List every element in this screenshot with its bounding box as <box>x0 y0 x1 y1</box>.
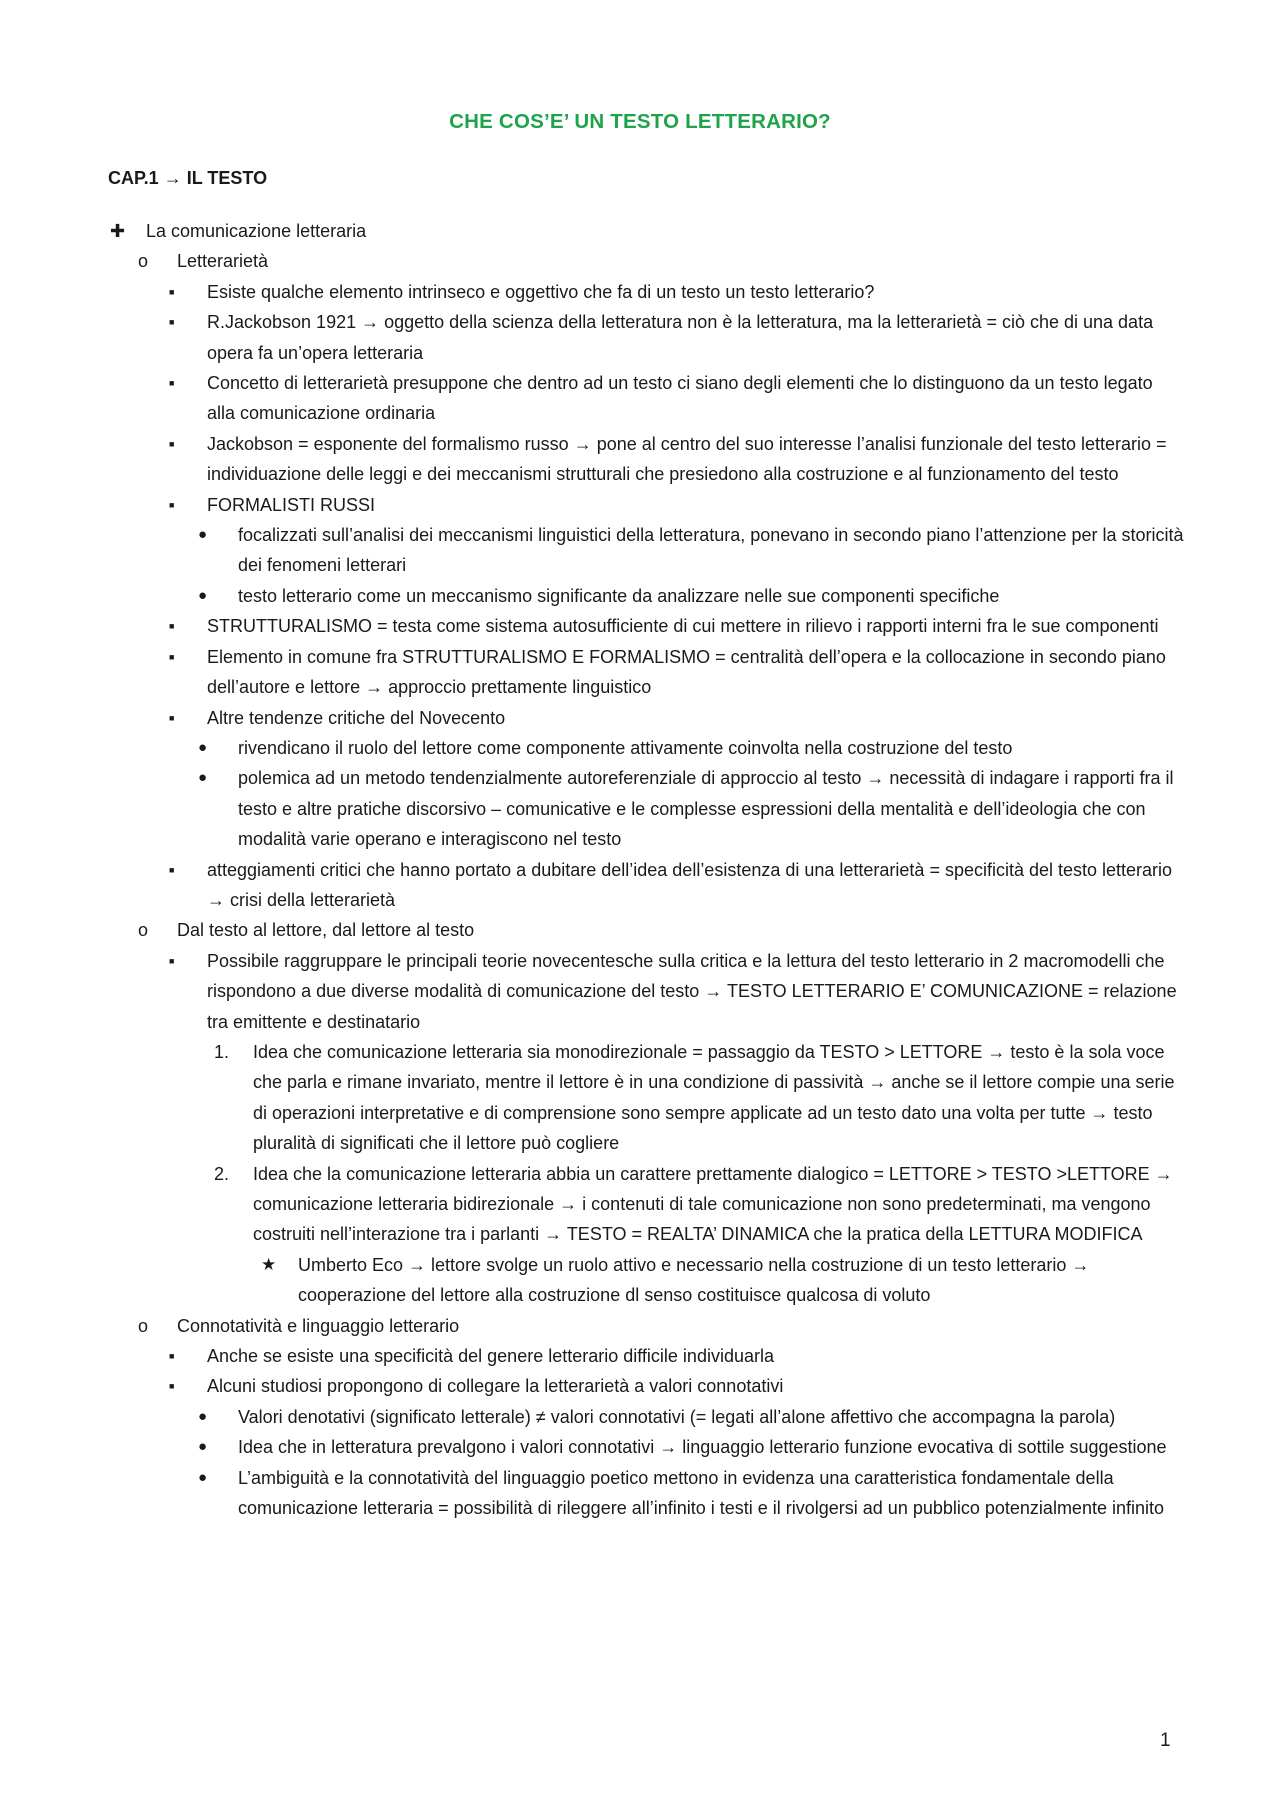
bullet-icon: ● <box>198 1438 208 1456</box>
bullet-icon: o <box>138 251 149 272</box>
list-item <box>0 1371 1280 1401</box>
list-item <box>0 246 1280 276</box>
list-item-text: Possibile raggruppare le principali teorie novecentesche sulla critica e la lettura del testo letterario in 2 macromodelli che rispondono a due diverse modalità di comunicazione del testo → TESTO LETTERARIO E’ COMUNICAZIONE = relazione tra emittente e destinatario <box>207 950 1177 1032</box>
list-item-text: Esiste qualche elemento intrinseco e oggettivo che fa di un testo un testo letterario? <box>207 281 875 302</box>
list-number: 1. <box>214 1041 230 1062</box>
list-item-text: Idea che la comunicazione letteraria abbia un carattere prettamente dialogico = LETTORE > TESTO >LETTORE → comunicazione letteraria bidirezionale → i contenuti di tale comunicazione non sono predeterminati, ma vengono costruiti nell’interazione tra i parlanti → TESTO = REALTA’ DINAMICA che la pratica della LETTURA MODIFICA <box>253 1163 1173 1245</box>
bullet-icon: ■ <box>169 955 175 966</box>
list-item <box>0 1250 1280 1311</box>
list-item <box>0 763 1280 854</box>
bullet-icon: ■ <box>169 286 175 297</box>
bullet-icon: ■ <box>169 712 175 723</box>
bullet-icon: ■ <box>169 499 175 510</box>
list-item-text: Jackobson = esponente del formalismo russo → pone al centro del suo interesse l’analisi funzionale del testo letterario = individuazione delle leggi e dei meccanismi strutturali che presiedono alla costruzione e al funzionamento del testo <box>207 433 1167 485</box>
list-item <box>0 915 1280 945</box>
list-item-text: atteggiamenti critici che hanno portato a dubitare dell’idea dell’esistenza di una letterarietà = specificità del testo letterario → crisi della letterarietà <box>207 859 1173 910</box>
bullet-icon: ■ <box>169 378 175 389</box>
list-item <box>0 277 1280 307</box>
bullet-icon: o <box>138 1315 149 1336</box>
list-item <box>0 1037 1280 1159</box>
bullet-icon: ● <box>198 586 208 604</box>
bullet-icon: ● <box>198 738 208 756</box>
list-item-text: testo letterario come un meccanismo significante da analizzare nelle sue componenti specifiche <box>238 585 1000 606</box>
list-item <box>0 733 1280 763</box>
list-item <box>0 1463 1280 1524</box>
list-item-text: Anche se esiste una specificità del genere letterario difficile individuarla <box>207 1346 774 1367</box>
list-number: 2. <box>214 1163 230 1184</box>
list-item-text: Connotatività e linguaggio letterario <box>177 1315 460 1336</box>
list-item-text: La comunicazione letteraria <box>146 221 367 241</box>
list-item <box>0 946 1280 1037</box>
list-item-text: polemica ad un metodo tendenzialmente autoreferenziale di approccio al testo → necessità di indagare i rapporti fra il testo e altre pratiche discorsivo – comunicative e le complesse espressioni della mentalità e dell’ideologia che con modalità varie operano e interagiscono nel testo <box>238 768 1174 850</box>
chapter-label: CAP.1 <box>108 168 159 188</box>
list-item <box>0 429 1280 490</box>
list-item-text: Valori denotativi (significato letterale) ≠ valori connotativi (= legati all’alone affettivo che accompagna la parola) <box>238 1406 1116 1427</box>
bullet-icon: ● <box>198 526 208 544</box>
list-item <box>0 703 1280 733</box>
arrow-icon: → <box>163 168 182 188</box>
list-item-text: Idea che in letteratura prevalgono i valori connotativi → linguaggio letterario funzione evocativa di sottile suggestione <box>238 1437 1167 1458</box>
outline-list <box>0 216 1280 1523</box>
list-item-text: Dal testo al lettore, dal lettore al testo <box>177 920 475 941</box>
list-item <box>0 1432 1280 1462</box>
document-title: CHE COS’E’ UN TESTO LETTERARIO? <box>449 110 831 133</box>
list-item-text: Altre tendenze critiche del Novecento <box>207 707 506 728</box>
list-item <box>0 1402 1280 1432</box>
list-item <box>0 216 1280 246</box>
bullet-icon: ■ <box>169 1351 175 1362</box>
bullet-icon: ■ <box>169 621 175 632</box>
list-item-text: rivendicano il ruolo del lettore come componente attivamente coinvolta nella costruzione del testo <box>238 737 1013 758</box>
list-item <box>0 307 1280 368</box>
list-item-text: Letterarietà <box>177 251 269 272</box>
list-item <box>0 642 1280 703</box>
bullet-icon: ■ <box>169 651 175 662</box>
page-number: 1 <box>1160 1730 1171 1751</box>
list-item <box>0 368 1280 429</box>
list-item-text: Umberto Eco → lettore svolge un ruolo attivo e necessario nella costruzione di un testo letterario → cooperazione del lettore alla costruzione dl senso costituisce qualcosa di voluto <box>298 1254 1090 1306</box>
list-item-text: L’ambiguità e la connotatività del linguaggio poetico mettono in evidenza una caratteristica fondamentale della comunicazione letteraria = possibilità di rileggere all’infinito i testi e il rivolgersi ad un pubblico potenzialmente infinito <box>238 1467 1164 1519</box>
bullet-icon: ■ <box>169 864 175 875</box>
chapter-title: IL TESTO <box>186 168 268 188</box>
bullet-icon: ● <box>198 1468 208 1486</box>
bullet-icon: ■ <box>169 1381 175 1392</box>
list-item-text: Concetto di letterarietà presuppone che dentro ad un testo ci siano degli elementi che lo distinguono da un testo legato alla comunicazione ordinaria <box>207 373 1153 424</box>
bullet-icon: ● <box>198 1407 208 1425</box>
list-item-text: R.Jackobson 1921 → oggetto della scienza della letteratura non è la letteratura, ma la letterarietà = ciò che di una data opera fa un’opera letteraria <box>207 312 1154 363</box>
list-item-text: focalizzati sull’analisi dei meccanismi linguistici della letteratura, ponevano in secondo piano l’attenzione per la storicità dei fenomeni letterari <box>238 525 1184 576</box>
list-item-text: Idea che comunicazione letteraria sia monodirezionale = passaggio da TESTO > LETTORE → testo è la sola voce che parla e rimane invariato, mentre il lettore è in una condizione di passività → anche se il lettore compie una serie di operazioni interpretative e di comprensione sono sempre applicate ad un testo dato una volta per tutte → testo pluralità di significati che il lettore può cogliere <box>253 1041 1175 1154</box>
list-item-text: Alcuni studiosi propongono di collegare la letterarietà a valori connotativi <box>207 1376 784 1397</box>
bullet-icon: ● <box>198 769 208 787</box>
bullet-icon: ■ <box>169 317 175 328</box>
list-item <box>0 520 1280 581</box>
list-item <box>0 611 1280 641</box>
bullet-icon: o <box>138 920 149 941</box>
bullet-icon: ✚ <box>110 221 126 241</box>
list-item <box>0 855 1280 916</box>
list-item <box>0 1341 1280 1371</box>
list-item <box>0 1159 1280 1250</box>
list-item <box>0 581 1280 611</box>
bullet-icon: ■ <box>169 438 175 449</box>
list-item-text: FORMALISTI RUSSI <box>207 494 376 515</box>
list-item-text: Elemento in comune fra STRUTTURALISMO E FORMALISMO = centralità dell’opera e la collocazione in secondo piano dell’autore e lettore → approccio prettamente linguistico <box>207 646 1166 698</box>
list-item-text: STRUTTURALISMO = testa come sistema autosufficiente di cui mettere in rilievo i rapporti interni fra le sue componenti <box>207 616 1159 637</box>
bullet-icon: ★ <box>261 1254 277 1274</box>
list-item <box>0 490 1280 520</box>
list-item <box>0 1311 1280 1341</box>
chapter-heading <box>108 168 267 189</box>
